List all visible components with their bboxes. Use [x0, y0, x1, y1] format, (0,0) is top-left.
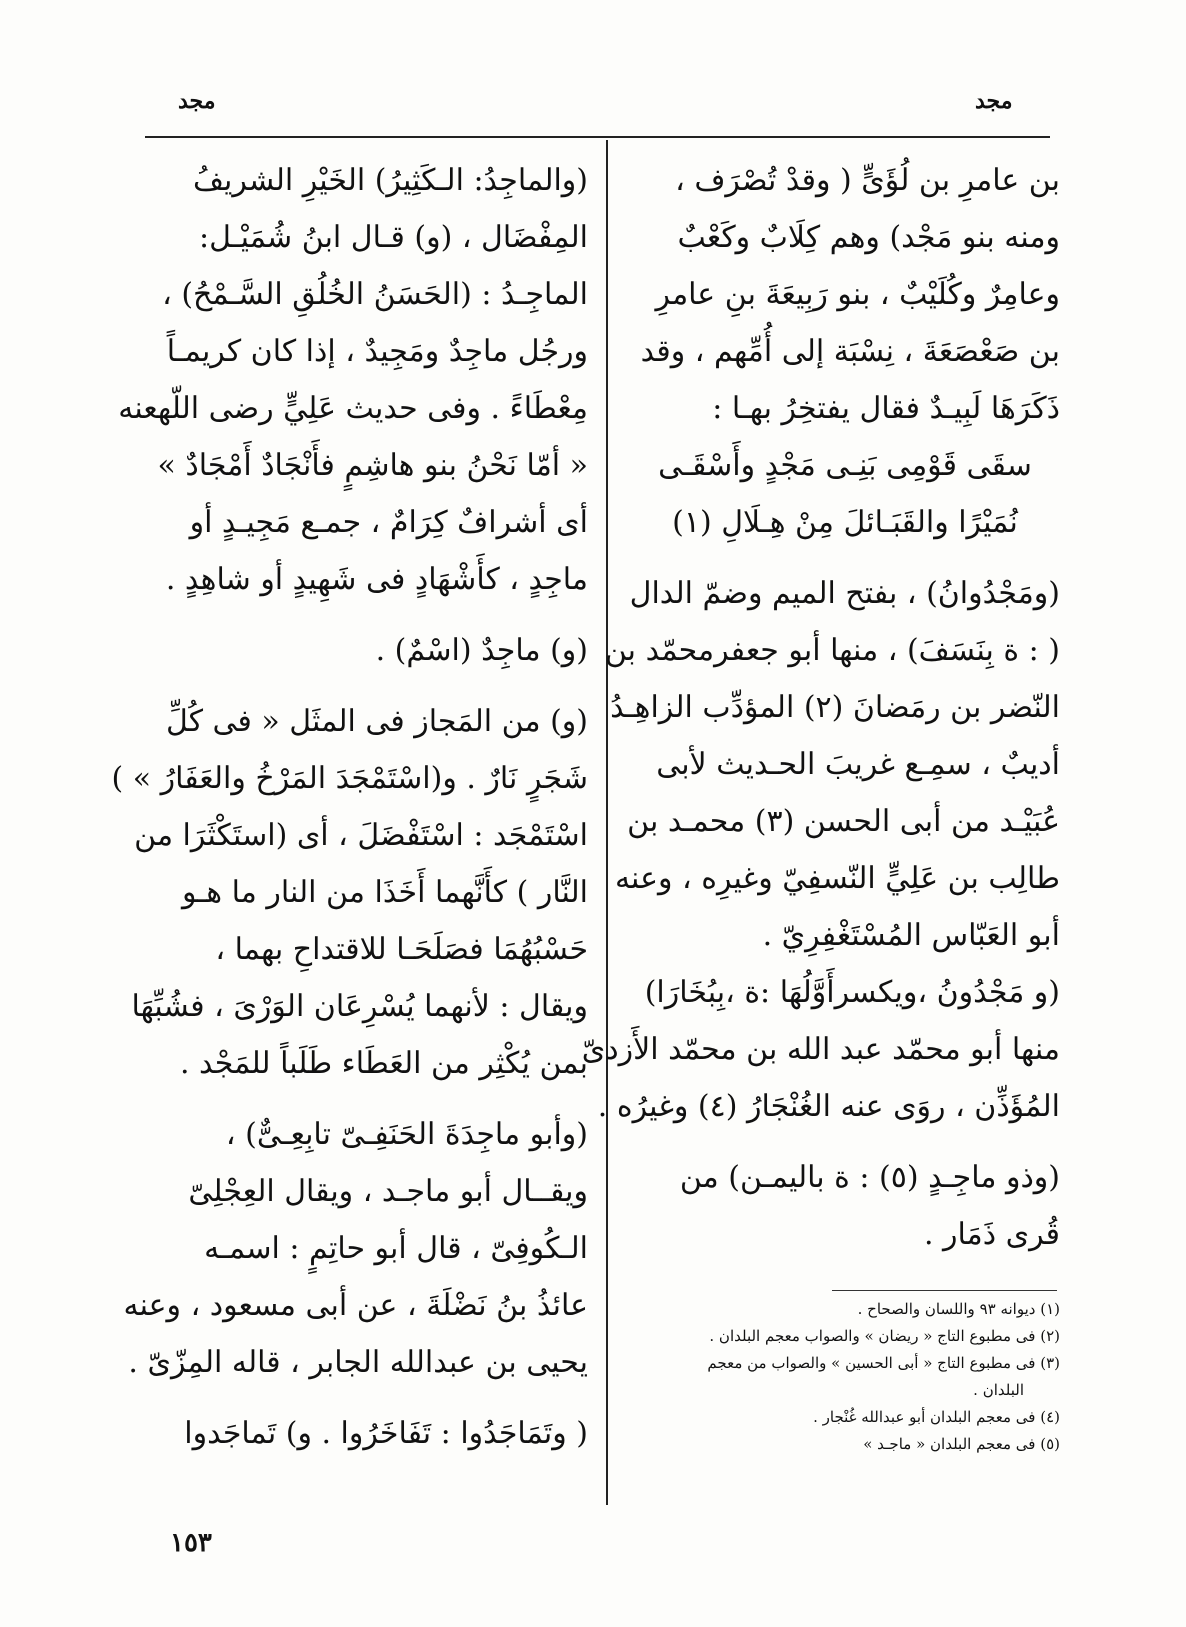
text-line: طالِب بن عَلِيٍّ النّسفِيّ وغيرِه ، وعنه	[614, 861, 1060, 896]
text-line: أبو العَبّاس المُسْتَغْفِرِيّ .	[762, 918, 1060, 953]
text-line: عُبَيْـد من أبى الحسن (٣) محمـد بن	[627, 804, 1060, 839]
text-line: (وذو ماجِـدٍ (٥) : ة باليمـن) من	[679, 1160, 1060, 1195]
text-line: الـكُوفِىّ ، قال أبو حاتِمٍ : اسمـه	[204, 1231, 588, 1266]
footnote-continuation: البلدان .	[973, 1381, 1024, 1399]
text-line: « أمّا نَحْنُ بنو هاشِمٍ فأَنْجَادٌ أَمْجَادٌ »	[157, 448, 588, 483]
header-word-left: مجد	[178, 88, 216, 114]
footnote: (١) ديوانه ٩٣ واللسان والصحاح .	[857, 1300, 1060, 1318]
footnote: (٢) فى مطبوع التاج « ريضان » والصواب معجم البلدان .	[709, 1327, 1060, 1345]
text-line: مِعْطَاءً . وفى حديث عَلِيٍّ رضى اللّهعنه	[118, 391, 588, 426]
right-column	[581, 152, 1060, 1263]
text-line: يحيى بن عبدالله الجابر ، قاله المِزّىّ .	[128, 1345, 588, 1380]
text-line: عائذُ بنُ نَضْلَةَ ، عن أبى مسعود ، وعنه	[123, 1288, 588, 1323]
text-line: (و) من المَجاز فى المثَل « فى كُلِّ	[165, 704, 588, 739]
text-line: المِفْضَال ، (و) قـال ابنُ شُمَيْـل:	[199, 220, 588, 255]
text-line: أديبٌ ، سمِـع غريبَ الحـديث لأبى	[656, 747, 1060, 782]
text-line: ذَكَرَهَا لَبِيـدٌ فقال يفتخِرُ بهـا :	[712, 391, 1060, 426]
footnote: (٥) فى معجم البلدان « ماجـد »	[863, 1435, 1060, 1453]
text-line: بن صَعْصَعَةَ ، نِسْبَة إلى أُمِّهم ، وقد	[640, 334, 1060, 369]
text-line: (وأبو ماجِدَةَ الحَنَفِـىّ تابِعِـىٌّ) ،	[225, 1117, 588, 1152]
text-line: المُؤَذِّن ، روَى عنه الغُنْجَارُ (٤) وغيرُه .	[597, 1089, 1060, 1124]
text-line: (ومَجْدُوانُ) ، بفتح الميم وضمّ الدال	[629, 576, 1060, 611]
text-line: منها أبو محمّد عبد الله بن محمّد الأَزدىّ	[581, 1032, 1060, 1067]
text-line: حَسْبُهُمَا فصَلَحَـا للاقتداحِ بهما ،	[215, 932, 588, 967]
text-line: وعامِرٌ وكُلَيْبٌ ، بنو رَبِيعَةَ بنِ عامرِ	[655, 277, 1060, 312]
text-line: (والماجِدُ: الـكَثِيرُ) الخَيْرِ الشريفُ	[193, 163, 588, 198]
left-column	[111, 152, 588, 1462]
text-line: ومنه بنو مَجْد) وهم كِلَابٌ وكَعْبٌ	[677, 220, 1060, 255]
text-line: ورجُل ماجِدٌ ومَجِيدٌ ، إذا كان كريمـاً	[166, 334, 588, 369]
verse-line: سقَى قَوْمِى بَنِـى مَجْدٍ وأَسْقَـى	[658, 448, 1032, 483]
text-line: قُرى ذَمَار .	[923, 1217, 1060, 1252]
text-line: النَّار ) كأَنَّهما أَخَذَا من النار ما هـو	[181, 875, 588, 910]
footnotes	[640, 1296, 1060, 1458]
footnote: (٤) فى معجم البلدان أبو عبدالله غُنْجار .	[813, 1408, 1060, 1426]
text-line: (و) ماجِدٌ (اسْمٌ) .	[375, 633, 588, 668]
verse-line: نُمَيْرًا والقَبَـائلَ مِنْ هِـلَالِ (١)	[672, 505, 1018, 540]
text-line: بمن يُكْثِر من العَطَاء طَلَباً للمَجْد .	[179, 1046, 588, 1081]
footnote: (٣) فى مطبوع التاج « أبى الحسين » والصواب من معجم	[707, 1354, 1060, 1372]
text-line: بن عامرِ بن لُؤَىٍّ ( وقدْ تُصْرَف ،	[675, 163, 1060, 198]
text-line: الماجِـدُ : (الحَسَنُ الخُلُقِ السَّـمْحُ) ،	[162, 277, 588, 312]
header-word-right: مجد	[975, 88, 1013, 114]
text-line: ويقــال أبو ماجـد ، ويقال العِجْلِىّ	[188, 1174, 588, 1209]
text-line: النّضر بن رمَضانَ (٢) المؤدِّب الزاهِـدُ	[610, 690, 1060, 725]
text-line: ( : ة بِنَسَفَ) ، منها أبو جعفرمحمّد بن	[604, 633, 1060, 668]
text-line: ( وتَمَاجَدُوا : تَفَاخَرُوا . و) تَماجَدوا	[184, 1416, 588, 1451]
text-line: أى أشرافٌ كِرَامٌ ، جمـع مَجِيـدٍ أو	[189, 505, 588, 540]
top-rule	[145, 136, 1050, 138]
footnote-rule	[832, 1290, 1057, 1291]
text-line: شَجَرٍ نَارٌ . و(اسْتَمْجَدَ المَرْخُ والعَفَارُ » )	[111, 761, 588, 796]
text-line: اسْتَمْجَد : اسْتَفْضَلَ ، أى (استَكْثَرَا من	[134, 818, 588, 853]
page-number: ١٥٣	[170, 1528, 212, 1558]
text-line: ويقال : لأنهما يُسْرِعَان الوَرْىَ ، فشُبِّهَا	[131, 989, 588, 1024]
column-divider	[606, 140, 608, 1505]
text-line: (و مَجْدُونُ ،ويكسرأَوَّلُهَا :ة ،بِبُخَارَا)	[644, 975, 1060, 1010]
text-line: ماجِدٍ ، كأَشْهَادٍ فى شَهِيدٍ أو شاهِدٍ .	[165, 562, 588, 597]
